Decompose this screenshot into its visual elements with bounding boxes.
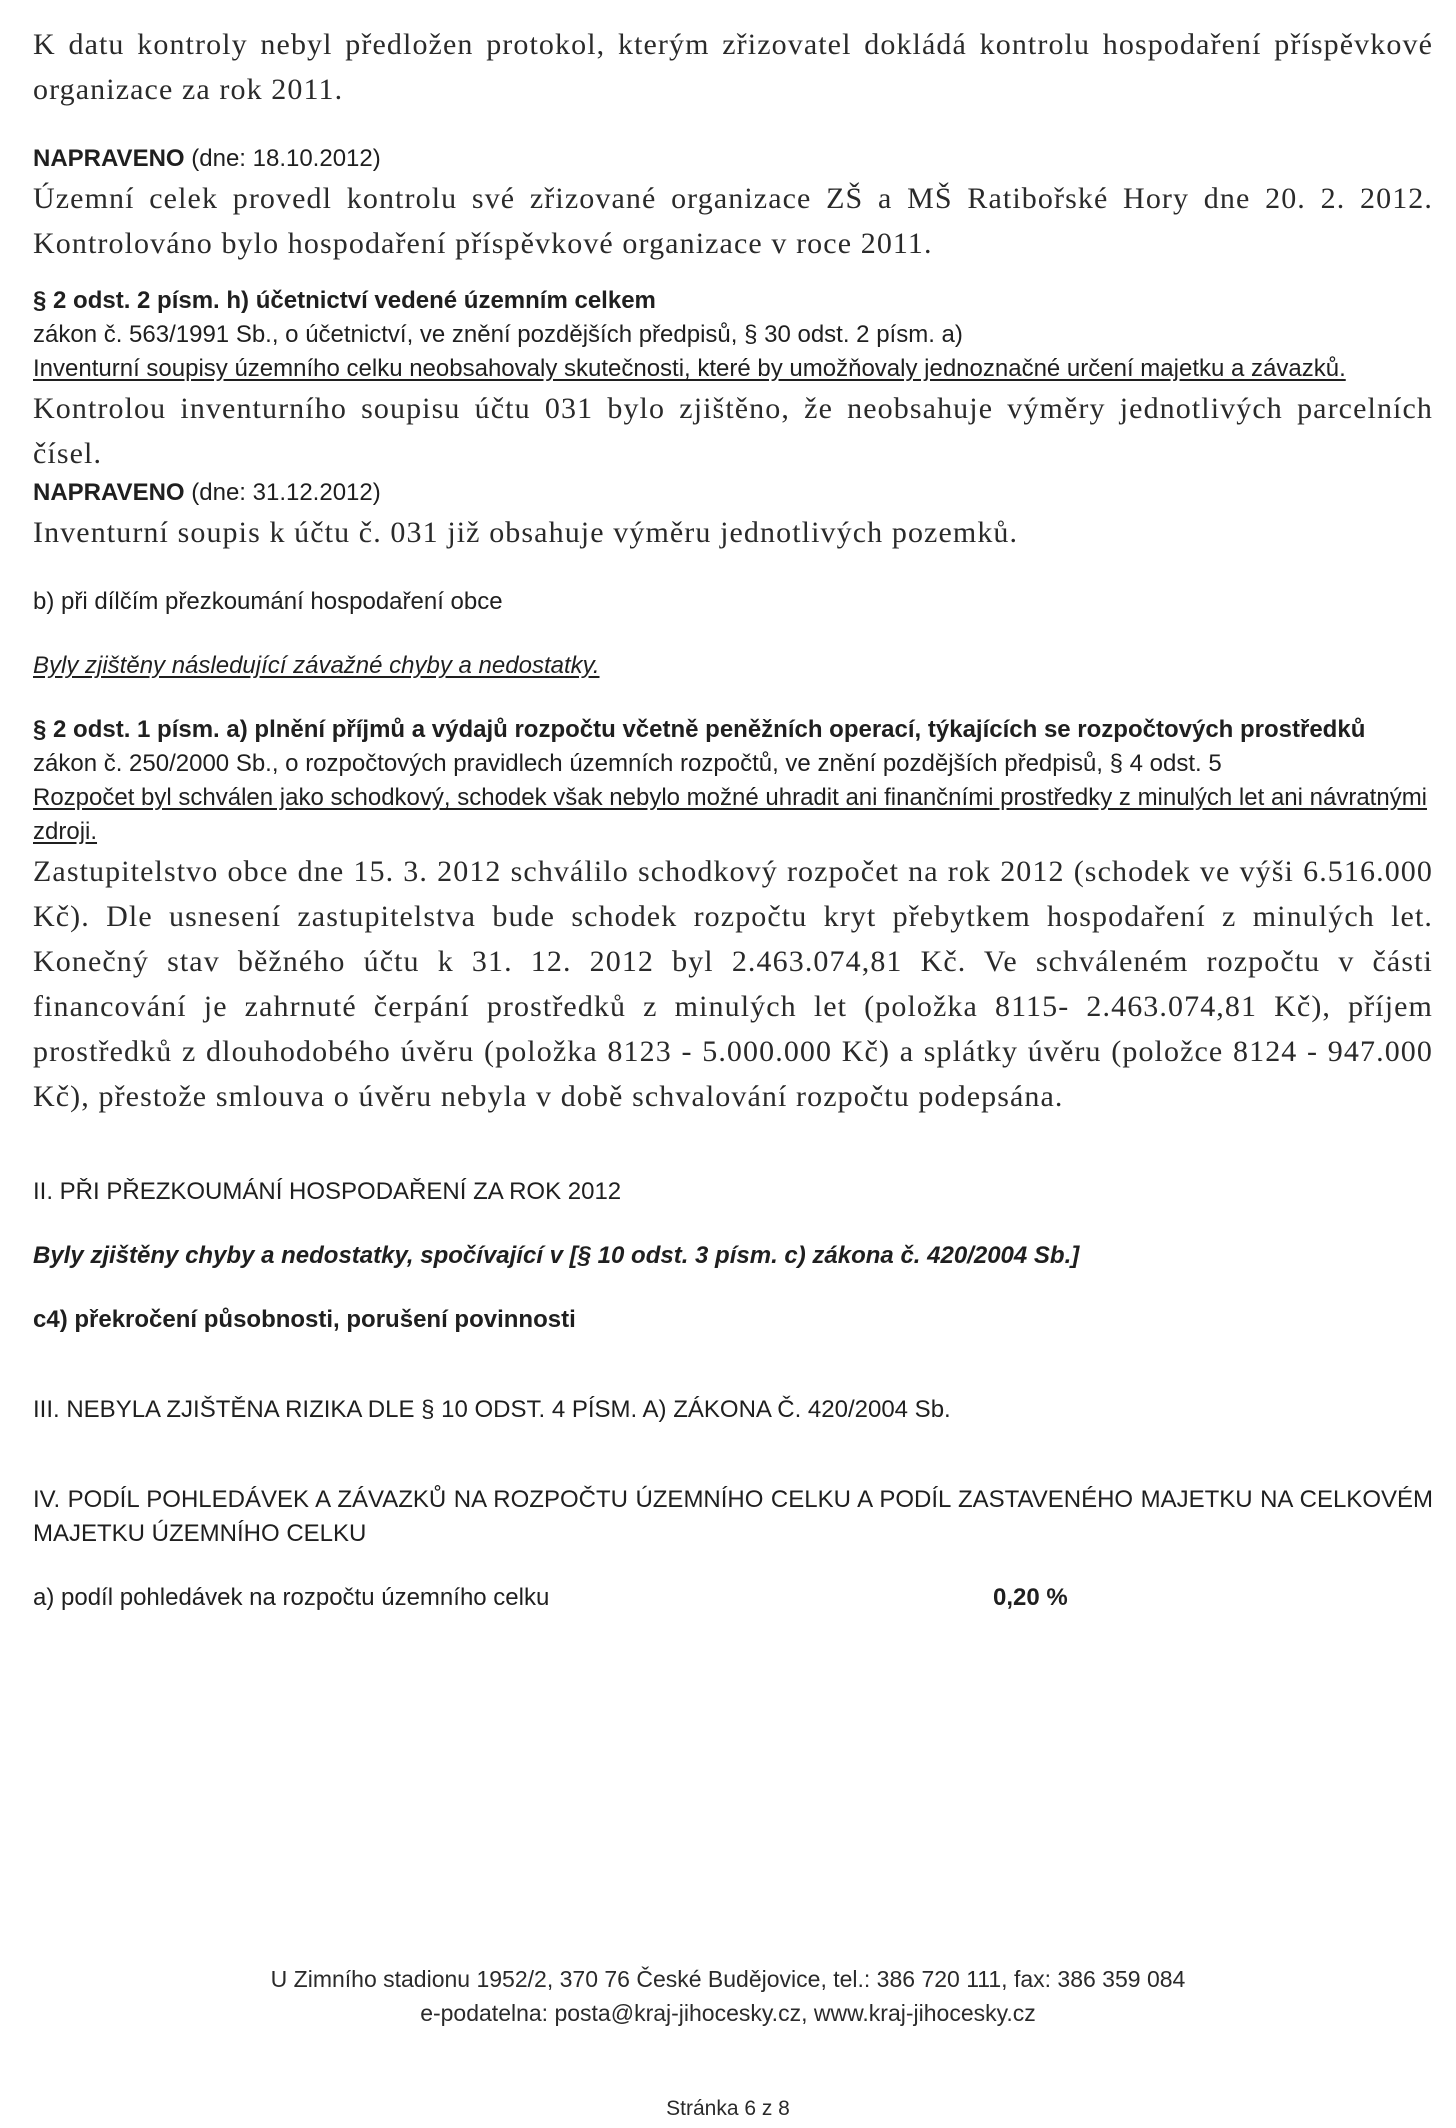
page-number: Stránka 6 z 8 [666,2097,790,2120]
accounting-section-heading: § 2 odst. 2 písm. h) účetnictví vedené územním celkem [33,287,656,314]
receivables-share-label: a) podíl pohledávek na rozpočtu územního celku [33,1584,550,1611]
accounting-finding: Inventurní soupisy územního celku neobsahovaly skutečnosti, které by umožňovaly jednoznačné určení majetku a závazků. [33,355,1346,382]
fixed-label: NAPRAVENO [33,479,185,506]
fixed-note-1 [33,142,1433,176]
fixed-text-2: Inventurní soupis k účtu č. 031 již obsahuje výměru jednotlivých pozemků. [33,516,1019,549]
section-2-c4: c4) překročení působnosti, porušení povinnosti [33,1306,576,1333]
section-2-title: II. PŘI PŘEZKOUMÁNÍ HOSPODAŘENÍ ZA ROK 2012 [33,1178,622,1205]
section-2-errors: Byly zjištěny chyby a nedostatky, spočívající v [§ 10 odst. 3 písm. c) zákona č. 420/2004 Sb.] [33,1242,1080,1269]
receivables-share-value: 0,20 % [993,1584,1068,1611]
accounting-law-reference: zákon č. 563/1991 Sb., o účetnictví, ve znění pozdějších předpisů, § 30 odst. 2 písm. a) [33,321,963,348]
receivables-share-row [33,1581,1433,1615]
fixed-date: (dne: 31.12.2012) [191,479,381,506]
fixed-note-2 [33,476,1433,510]
fixed-label: NAPRAVENO [33,145,185,172]
budget-finding: Rozpočet byl schválen jako schodkový, schodek však nebylo možné uhradit ani finančními prostředky z minulých let ani návratnými zdroji. [33,784,1428,845]
budget-law-reference: zákon č. 250/2000 Sb., o rozpočtových pravidlech územních rozpočtů, ve znění pozdějších předpisů, § 4 odst. 5 [33,750,1222,777]
footer-email-web: e-podatelna: posta@kraj-jihocesky.cz, www.kraj-jihocesky.cz [420,2000,1036,2026]
budget-detail: Zastupitelstvo obce dne 15. 3. 2012 schválilo schodkový rozpočet na rok 2012 (schodek ve výši 6.516.000 Kč). Dle usnesení zastupitelstva bude schodek rozpočtu kryt přebytkem hospodaření z minulých let. Konečný stav běžného účtu k 31. 12. 2012 byl 2.463.074,81 Kč. Ve schváleném rozpočtu v části financování je zahrnuté čerpání prostředků z minulých let (položka 8115- 2.463.074,81 Kč), příjem prostředků z dlouhodobého úvěru (položka 8123 - 5.000.000 Kč) a splátky úvěru (položce 8124 - 947.000 Kč), přestože smlouva o úvěru nebyla v době schvalování rozpočtu podepsána. [33,855,1433,1113]
section-4-title: IV. PODÍL POHLEDÁVEK A ZÁVAZKŮ NA ROZPOČTU ÚZEMNÍHO CELKU A PODÍL ZASTAVENÉHO MAJETKU NA CELKOVÉM MAJETKU ÚZEMNÍHO CELKU [33,1486,1433,1547]
budget-section-heading: § 2 odst. 1 písm. a) plnění příjmů a výdajů rozpočtu včetně peněžních operací, týkajících se rozpočtových prostředků [33,716,1366,743]
accounting-detail: Kontrolou inventurního soupisu účtu 031 bylo zjištěno, že neobsahuje výměry jednotlivých parcelních čísel. [33,392,1433,470]
serious-errors-heading: Byly zjištěny následující závažné chyby a nedostatky. [33,652,600,679]
partial-review-heading: b) při dílčím přezkoumání hospodaření obce [33,588,503,615]
fixed-date: (dne: 18.10.2012) [191,145,381,172]
footer-address: U Zimního stadionu 1952/2, 370 76 České Budějovice, tel.: 386 720 111, fax: 386 359 084 [270,1966,1186,1992]
fixed-text-1: Územní celek provedl kontrolu své zřizované organizace ZŠ a MŠ Ratibořské Hory dne 20. 2. 2012. Kontrolováno bylo hospodaření příspěvkové organizace v roce 2011. [33,182,1433,260]
paragraph-missing-protocol: K datu kontroly nebyl předložen protokol, kterým zřizovatel dokládá kontrolu hospodaření příspěvkové organizace za rok 2011. [33,28,1433,106]
document-page [33,22,1433,1615]
footer-contact [0,1962,1456,2030]
section-3-title: III. NEBYLA ZJIŠTĚNA RIZIKA DLE § 10 ODST. 4 PÍSM. A) ZÁKONA Č. 420/2004 Sb. [33,1396,951,1423]
